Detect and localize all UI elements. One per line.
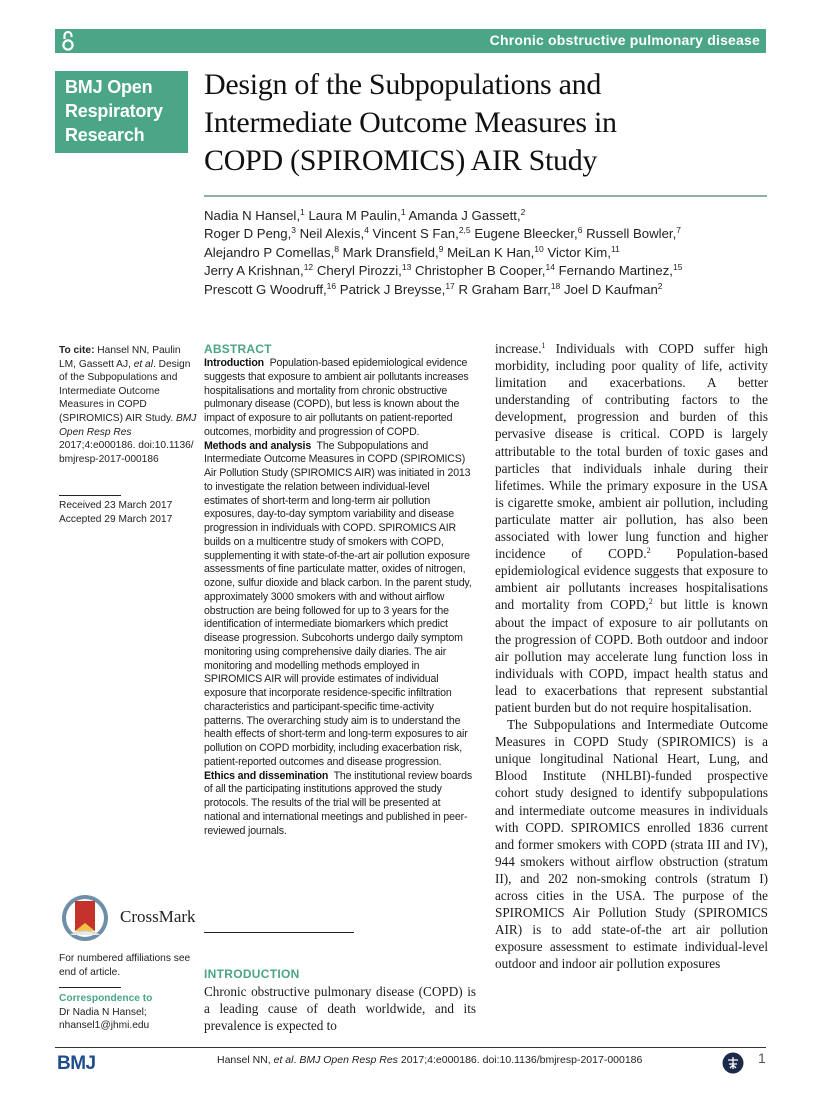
body-paragraph: The Subpopulations and Intermediate Outcome Measures in COPD Study (SPIROMICS) is a unique longitudinal National Heart, Lung, and Blood Institute (NHLBI)-funded prospective cohort study designed to identify subpopulations and intermediate outcome measures in individuals with COPD. SPIROMICS enrolled 1836 current and former smokers with COPD (strata III and IV), 944 smokers without airflow obstruction (stratum II), and 202 non-smoking controls (stratum I) across cities in the USA. The purpose of the SPIROMICS Air Pollution Study (SPIROMICS AIR) is to add state-of-the art air pollution exposure assessment to estimate individual-level outdoor and indoor air pollution exposures bbox=[495, 717, 768, 972]
abstract-section-text: Population-based epidemiological evidence suggests that exposure to ambient air pollutants increases hospitalisations and mortality from chronic obstructive pulmonary disease (COPD), but less is known about the impact of exposure to air pollutants on patient-reported outcomes, morbidity and progression of COPD. bbox=[204, 357, 469, 438]
abstract-section-methods bbox=[204, 440, 476, 770]
author-name: Russell Bowler, bbox=[586, 226, 677, 242]
author-name: Patrick J Breysse, bbox=[339, 281, 446, 297]
author-name: MeiLan K Han, bbox=[447, 244, 535, 260]
cite-text: Hansel NN, Paulin LM, Gassett AJ, bbox=[59, 345, 181, 370]
cite-label: To cite: bbox=[59, 345, 95, 356]
author-affiliation[interactable]: 11 bbox=[610, 243, 620, 254]
author-line bbox=[204, 262, 784, 280]
author-name: Mark Dransfield, bbox=[342, 244, 439, 260]
author-name: Victor Kim, bbox=[547, 244, 611, 260]
sidebar-divider bbox=[59, 987, 121, 988]
reference-link[interactable]: 1 bbox=[541, 341, 546, 350]
correspondence-name: Dr Nadia N Hansel; bbox=[59, 1006, 147, 1018]
footer-cite-text: Hansel NN, bbox=[217, 1054, 274, 1066]
journal-name-line: Respiratory bbox=[65, 101, 163, 121]
body-text: but little is known about the impact of exposure to air pollutants on the progression of COPD. Both outdoor and indoor air pollution may accelerate lung function loss in individuals with COPD, impact health status and lead to exacerbations that represent substantial patient burden but do not require hospitalisation. bbox=[495, 597, 768, 715]
author-name: Eugene Bleecker, bbox=[474, 226, 578, 242]
author-affiliation[interactable]: 10 bbox=[534, 243, 544, 254]
abstract-section-ethics bbox=[204, 770, 476, 839]
body-text: increase. bbox=[495, 341, 542, 356]
abstract-section-text: The institutional review boards of all the participating institutions approved the study protocols. The results of the trial will be presented at national and international meetings and published in peer-reviewed journals. bbox=[204, 769, 473, 837]
open-access-icon bbox=[61, 30, 75, 52]
citation-block bbox=[59, 344, 199, 466]
author-name: Amanda J Gassett, bbox=[408, 208, 521, 223]
cite-doi[interactable]: 2017;4:e000186. doi:10.1136/ bmjresp-2017-000186 bbox=[59, 440, 194, 465]
journal-name-line: BMJ Open bbox=[65, 77, 153, 97]
author-affiliation[interactable]: 13 bbox=[401, 262, 412, 273]
correspondence-title: Correspondence to bbox=[59, 993, 153, 1004]
reference-link[interactable]: 2 bbox=[648, 597, 653, 607]
abstract bbox=[204, 342, 476, 838]
sidebar-divider bbox=[59, 495, 121, 496]
title-divider bbox=[204, 195, 767, 197]
author-name: Nadia N Hansel, bbox=[204, 208, 301, 223]
crossmark-icon bbox=[60, 893, 110, 943]
bmj-logo: BMJ bbox=[57, 1053, 96, 1074]
author-name: Fernando Martinez, bbox=[558, 263, 673, 279]
footer-cite-doi[interactable]: 2017;4:e000186. doi:10.1136/bmjresp-2017-000186 bbox=[397, 1054, 643, 1066]
author-affiliation[interactable]: 6 bbox=[577, 225, 583, 236]
abstract-section-text: The Subpopulations and Intermediate Outcome Measures in COPD (SPIROMICS) Air Pollution Study (SPIROMICS AIR) was initiated in 2013 to investigate the relation between individual-level estimates of short-term and long-term air pollution exposures, day-to-day symptom variability and disease progression in individuals with COPD. SPIROMICS AIR builds on a multicentre study of smokers with COPD, supplementing it with state-of-the-art air pollution exposure assessments of fine particulate matter, oxides of nitrogen, ozone, sulfur dioxide and black carbon. In the parent study, approximately 3000 smokers with and without airflow obstruction are being followed for up to 3 years for the identification of intermediate biomarkers which predict disease progression. Subcohorts undergo daily symptom monitoring using comprehensive daily diaries. The air monitoring and modelling methods employed in SPIROMICS AIR will provide estimates of individual exposure that incorporate residence-specific infiltration characteristics and participant-specific time-activity patterns. The overarching study aim is to understand the health effects of short-term and long-term exposures to air pollution on COPD morbidity, including exacerbation risk, patient-reported outcomes and disease progression. bbox=[204, 439, 472, 768]
author-affiliation[interactable]: 2,5 bbox=[458, 225, 471, 236]
author-line bbox=[204, 225, 784, 243]
author-name: R Graham Barr, bbox=[458, 281, 551, 297]
author-affiliation[interactable]: 12 bbox=[303, 262, 314, 273]
journal-logo-box bbox=[55, 71, 188, 153]
author-affiliation[interactable]: 1 bbox=[400, 207, 406, 217]
author-name: Christopher B Cooper, bbox=[414, 263, 546, 279]
author-list bbox=[204, 207, 784, 299]
affiliations-note: For numbered affiliations see end of article. bbox=[59, 953, 191, 978]
abstract-divider bbox=[204, 932, 354, 933]
abstract-section-label: Ethics and dissemination bbox=[204, 769, 329, 782]
abstract-section-label: Introduction bbox=[204, 357, 264, 369]
correspondence-block bbox=[59, 992, 199, 1033]
author-affiliation[interactable]: 8 bbox=[334, 243, 339, 254]
author-name: Cheryl Pirozzi, bbox=[316, 263, 402, 279]
received-date: Received 23 March 2017 bbox=[59, 500, 173, 511]
footer-cite-journal: BMJ Open Resp Res bbox=[299, 1054, 398, 1066]
body-paragraph bbox=[495, 340, 768, 716]
footer-cite-etal: et al bbox=[273, 1054, 294, 1066]
footer-citation bbox=[217, 1054, 642, 1066]
crossmark-label: CrossMark bbox=[120, 907, 196, 926]
author-affiliation[interactable]: 18 bbox=[550, 280, 561, 291]
title-line: COPD (SPIROMICS) AIR Study bbox=[204, 144, 598, 177]
author-name: Jerry A Krishnan, bbox=[204, 263, 304, 279]
accepted-date: Accepted 29 March 2017 bbox=[59, 513, 173, 525]
author-affiliation[interactable]: 16 bbox=[326, 280, 337, 291]
journal-name-line: Research bbox=[65, 125, 145, 145]
footer-cite-text: . bbox=[293, 1054, 300, 1066]
introduction-text-right bbox=[495, 340, 768, 972]
dates-block bbox=[59, 499, 199, 526]
author-affiliation[interactable]: 15 bbox=[672, 262, 683, 273]
author-name: Vincent S Fan, bbox=[372, 226, 459, 242]
abstract-heading: ABSTRACT bbox=[204, 342, 272, 356]
author-line bbox=[204, 281, 784, 299]
title-line: Design of the Subpopulations and bbox=[204, 68, 602, 101]
article-title bbox=[204, 66, 784, 180]
body-text: Individuals with COPD suffer high morbidity, including poor quality of life, activity limitation and exacerbations. A better understanding of contributing factors to the development, progression and burden of this pervasive disease is critical. COPD is largely attributable to the total burden of toxic gases and particles that individuals inhale during their lifetimes. While the primary exposure in the USA is cigarette smoke, ambient air pollution, including particulate matter air pollution, has also been associated with lower lung function and higher incidence of COPD. bbox=[495, 341, 768, 562]
cite-text: . Design of the Subpopulations and Intermediate Outcome Measures in COPD (SPIROMICS) AIR Study. bbox=[59, 358, 191, 424]
author-name: Alejandro P Comellas, bbox=[204, 244, 335, 260]
author-line bbox=[204, 207, 784, 225]
crossmark-badge[interactable] bbox=[60, 893, 200, 943]
page-number: 1 bbox=[758, 1050, 766, 1066]
author-affiliation[interactable]: 1 bbox=[300, 207, 305, 217]
abstract-section-introduction bbox=[204, 357, 476, 440]
introduction-text-left: Chronic obstructive pulmonary disease (COPD) is a leading cause of death worldwide, and its prevalence is expected to bbox=[204, 984, 476, 1034]
cite-etal: et al bbox=[133, 358, 153, 370]
author-name: Roger D Peng, bbox=[204, 226, 292, 242]
title-line: Intermediate Outcome Measures in bbox=[204, 106, 617, 139]
body-text: Population-based epidemiological evidence suggests that exposure to ambient air pollutants increases hospitalisations and mortality from COPD, bbox=[495, 546, 768, 613]
author-affiliation[interactable]: 7 bbox=[676, 225, 681, 236]
author-name: Laura M Paulin, bbox=[308, 208, 401, 223]
author-affiliation[interactable]: 2 bbox=[657, 280, 663, 291]
reference-link[interactable]: 2 bbox=[646, 546, 651, 556]
author-name: Neil Alexis, bbox=[299, 226, 365, 242]
author-name: Prescott G Woodruff, bbox=[204, 281, 327, 297]
author-affiliation[interactable]: 17 bbox=[445, 280, 455, 291]
cite-journal: BMJ Open Resp Res bbox=[59, 412, 197, 438]
author-affiliation[interactable]: 14 bbox=[545, 262, 555, 273]
introduction-heading: INTRODUCTION bbox=[204, 967, 300, 981]
author-affiliation[interactable]: 4 bbox=[364, 225, 369, 236]
author-affiliation[interactable]: 3 bbox=[291, 225, 296, 236]
topic-label: Chronic obstructive pulmonary disease bbox=[489, 32, 760, 48]
author-affiliation[interactable]: 2 bbox=[520, 207, 526, 217]
correspondence-email[interactable]: nhansel1@jhmi.edu bbox=[59, 1020, 150, 1032]
footer-divider bbox=[55, 1047, 766, 1048]
topic-header-bar bbox=[55, 29, 766, 53]
author-name: Joel D Kaufman bbox=[563, 281, 658, 297]
author-line bbox=[204, 244, 784, 262]
abstract-section-label: Methods and analysis bbox=[204, 439, 312, 452]
author-affiliation[interactable]: 9 bbox=[438, 243, 444, 254]
publisher-seal-icon bbox=[722, 1052, 744, 1074]
